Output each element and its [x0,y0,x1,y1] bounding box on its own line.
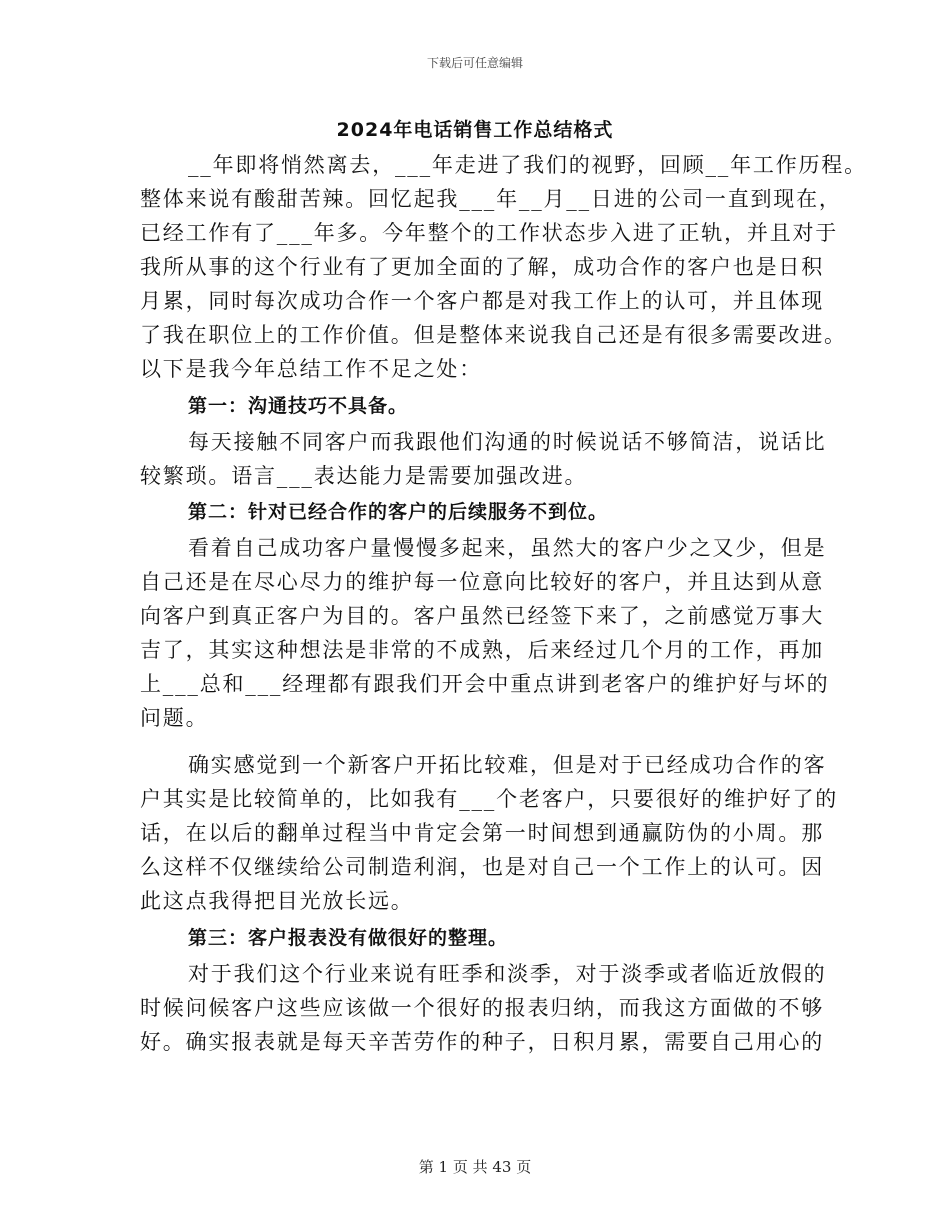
section-heading-2: 第二：针对已经合作的客户的后续服务不到位。 [188,501,609,523]
body-line: 确实感觉到一个新客户开拓比较难，但是对于已经成功合作的客 [188,753,827,777]
body-line: 好。确实报表就是每天辛苦劳作的种子，日积月累，需要自己用心的 [140,1030,824,1054]
body-line: 问题。 [140,706,209,730]
section-heading-1: 第一：沟通技巧不具备。 [188,395,409,417]
body-line: 整体来说有酸甜苦辣。回忆起我___年__月__日进的公司一直到现在， [140,187,842,211]
body-line: 看着自己成功客户量慢慢多起来，虽然大的客户少之又少，但是 [188,536,827,560]
body-line: __年即将悄然离去，___年走进了我们的视野，回顾__年工作历程。 [188,153,867,177]
document-title: 2024年电话销售工作总结格式 [336,119,614,141]
body-line: 了我在职位上的工作价值。但是整体来说我自己还是有很多需要改进。 [140,323,847,347]
body-line: 月累，同时每次成功合作一个客户都是对我工作上的认可，并且体现 [140,289,824,313]
body-line: 上___总和___经理都有跟我们开会中重点讲到老客户的维护好与坏的 [140,672,830,696]
body-line: 户其实是比较简单的，比如我有___个老客户，只要很好的维护好了的 [140,787,839,811]
page-footer: 第 1 页 共 43 页 [418,1158,532,1176]
body-line: 每天接触不同客户而我跟他们沟通的时候说话不够简洁，说话比 [188,430,827,454]
body-line: 此这点我得把目光放长远。 [140,889,414,913]
body-line: 较繁琐。语言___表达能力是需要加强改进。 [140,464,588,488]
body-line: 对于我们这个行业来说有旺季和淡季，对于淡季或者临近放假的 [188,962,827,986]
body-line: 已经工作有了___年多。今年整个的工作状态步入进了正轨，并且对于 [140,221,839,245]
body-line: 以下是我今年总结工作不足之处： [140,357,482,381]
header-note: 下载后可任意编辑 [426,56,523,70]
body-line: 自己还是在尽心尽力的维护每一位意向比较好的客户，并且达到从意 [140,570,824,594]
body-line: 吉了，其实这种想法是非常的不成熟，后来经过几个月的工作，再加 [140,638,824,662]
body-line: 我所从事的这个行业有了更加全面的了解，成功合作的客户也是日积 [140,255,824,279]
body-line: 时候问候客户这些应该做一个很好的报表归纳，而我这方面做的不够 [140,996,824,1020]
section-heading-3: 第三：客户报表没有做很好的整理。 [188,927,509,949]
body-line: 么这样不仅继续给公司制造利润，也是对自己一个工作上的认可。因 [140,855,824,879]
body-line: 向客户到真正客户为目的。客户虽然已经签下来了，之前感觉万事大 [140,604,824,628]
body-line: 话，在以后的翻单过程当中肯定会第一时间想到通赢防伪的小周。那 [140,821,824,845]
